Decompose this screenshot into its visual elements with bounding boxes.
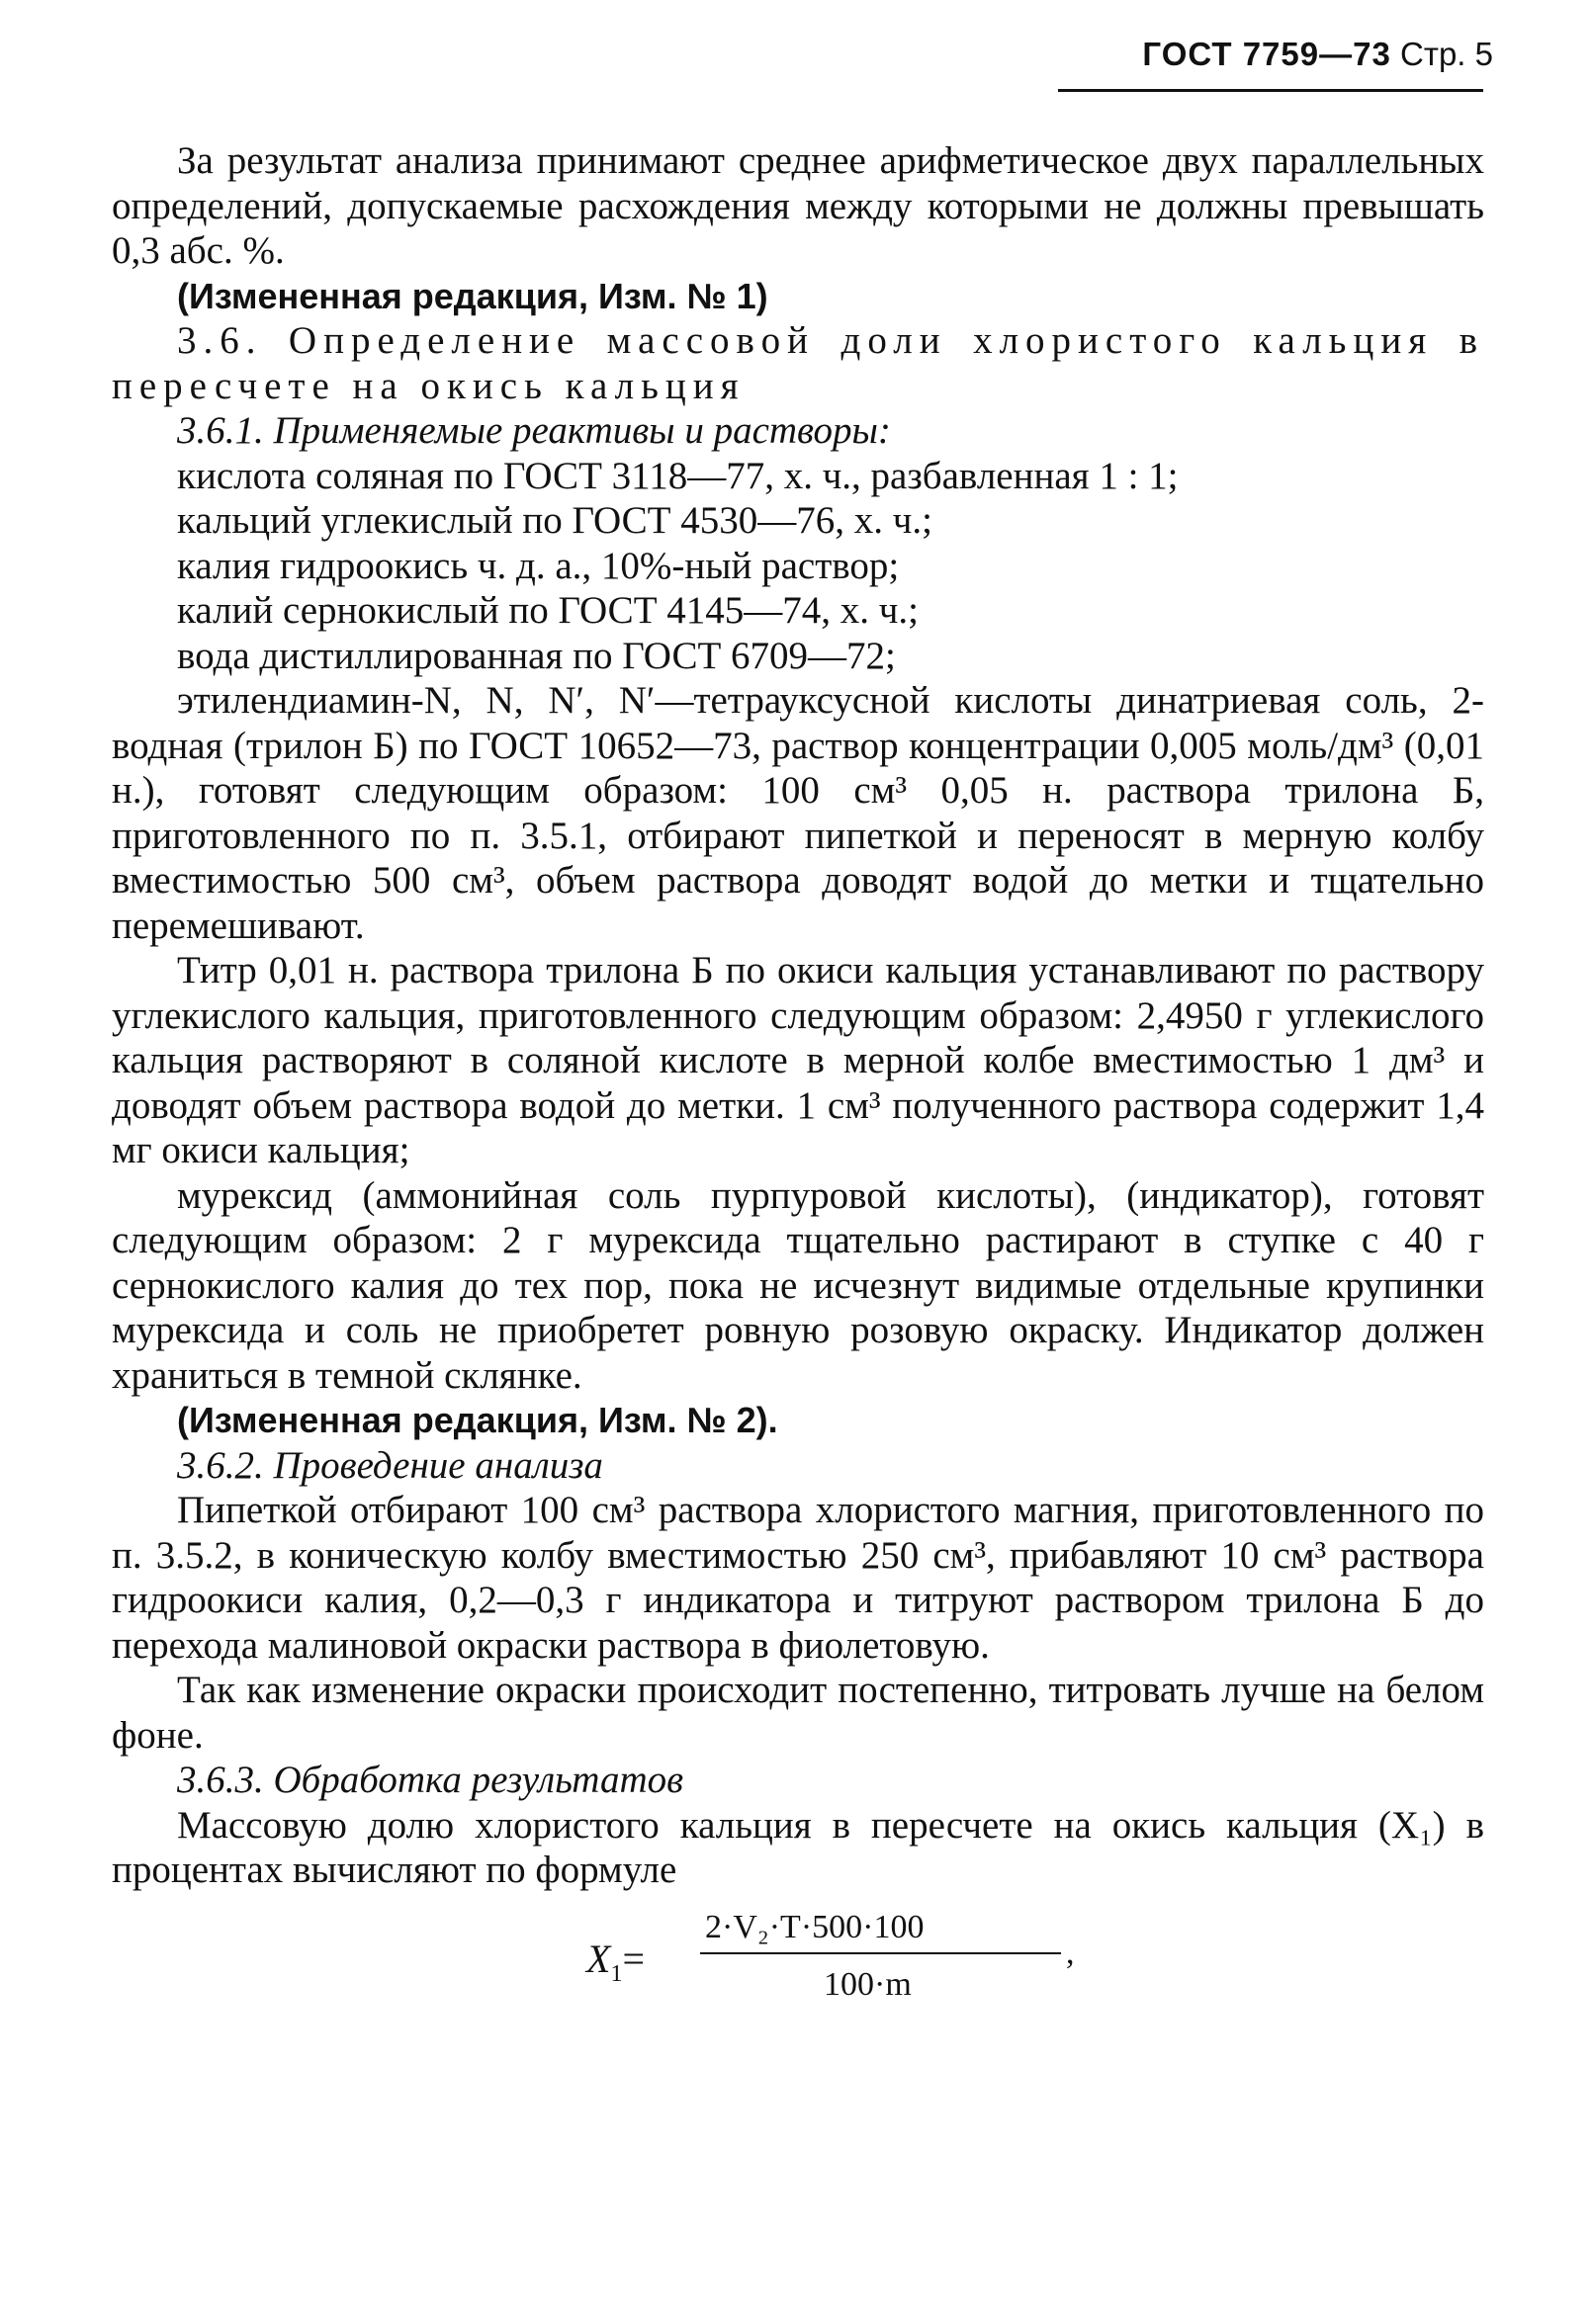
paragraph-titration-note: Так как изменение окраски происходит постепенно, титровать лучше на белом фоне. [112, 1669, 1484, 1757]
formula-lhs: $X_1=$ [586, 1936, 645, 1987]
amendment-note-1: (Измененная редакция, Изм. № 1) [177, 275, 768, 316]
header-rule [1058, 89, 1483, 92]
reagent-item: кислота соляная по ГОСТ 3118—77, х. ч., разбавленная 1 : 1; [177, 454, 1179, 497]
reagent-item: калия гидроокись ч. д. а., 10%-ный раствор; [177, 544, 900, 587]
paragraph-titer: Титр 0,01 н. раствора трилона Б по окиси кальция устанавливают по раствору углекислого кальция, приготовленного следующим образом: 2,4950 г углекислого кальция растворяют в соляной кислоте в мерной колбе вместимостью 1 дм³ и доводят объем раствора водой до метки. 1 см³ полученного раствора содержит 1,4 мг окиси кальция; [112, 949, 1484, 1171]
page-number: Стр. 5 [1400, 36, 1493, 72]
reagent-item-murexide: мурексид (аммонийная соль пурпуровой кислоты), (индикатор), готовят следующим образом: 2 г мурексида тщательно растирают в ступке с 40 г сернокислого калия до тех пор, пока не исчезнут видимые отдельные крупинки мурексида и соль не приобретет ровную розовую окраску. Индикатор должен храниться в темной склянке. [112, 1173, 1484, 1397]
reagent-item: кальций углекислый по ГОСТ 4530—76, х. ч.; [177, 499, 932, 542]
fraction-bar [700, 1952, 1061, 1954]
reagent-item-trilon: этилендиамин-N, N, N′, N′—тетрауксусной кислоты динатриевая соль, 2-водная (трилон Б) по ГОСТ 10652—73, раствор концентрации 0,005 моль/дм³ (0,01 н.), готовят следующим образом: 100 см³ 0,05 н. раствора трилона Б, приготовленного по п. 3.5.1, отбирают пипеткой и переносят в мерную колбу вместимостью 500 см³, объем раствора доводят водой до метки и тщательно перемешивают. [112, 679, 1484, 947]
paragraph-analysis: Пипеткой отбирают 100 см³ раствора хлористого магния, приготовленного по п. 3.5.2, в коническую колбу вместимостью 250 см³, прибавляют 10 см³ раствора гидроокиси калия, 0,2—0,3 г индикатора и титруют раствором трилона Б до перехода малиновой окраски раствора в фиолетовую. [112, 1489, 1484, 1667]
subsection-heading-3-6-2: 3.6.2. Проведение анализа [177, 1443, 603, 1487]
paragraph-result: За результат анализа принимают среднее арифметическое двух параллельных определений, допускаемые расхождения между которыми не должны превышать 0,3 абс. %. [112, 139, 1484, 272]
paragraph-formula-intro: Массовую долю хлористого кальция в пересчете на окись кальция (X₁) в процентах вычисляют по формуле [112, 1803, 1484, 1891]
amendment-note-2: (Измененная редакция, Изм. № 2). [177, 1400, 778, 1440]
subsection-heading-3-6-1: 3.6.1. Применяемые реактивы и растворы: [177, 409, 891, 452]
formula-numerator: 2·V₂·T·500·100 [705, 1908, 925, 1945]
document-body [112, 138, 1484, 2020]
reagent-item: калий сернокислый по ГОСТ 4145—74, х. ч.; [177, 589, 919, 632]
page-header [1068, 36, 1493, 73]
document-number: ГОСТ 7759—73 [1142, 36, 1391, 72]
reagent-item: вода дистиллированная по ГОСТ 6709—72; [177, 634, 896, 677]
formula-x1 [112, 1901, 1484, 2020]
formula-denominator: 100·m [824, 1965, 912, 2003]
formula-comma: , [1066, 1934, 1075, 1971]
section-heading-3-6: 3.6. Определение массовой доли хлористого кальция в пересчете на окись кальция [112, 319, 1484, 407]
subsection-heading-3-6-3: 3.6.3. Обработка результатов [177, 1759, 684, 1801]
